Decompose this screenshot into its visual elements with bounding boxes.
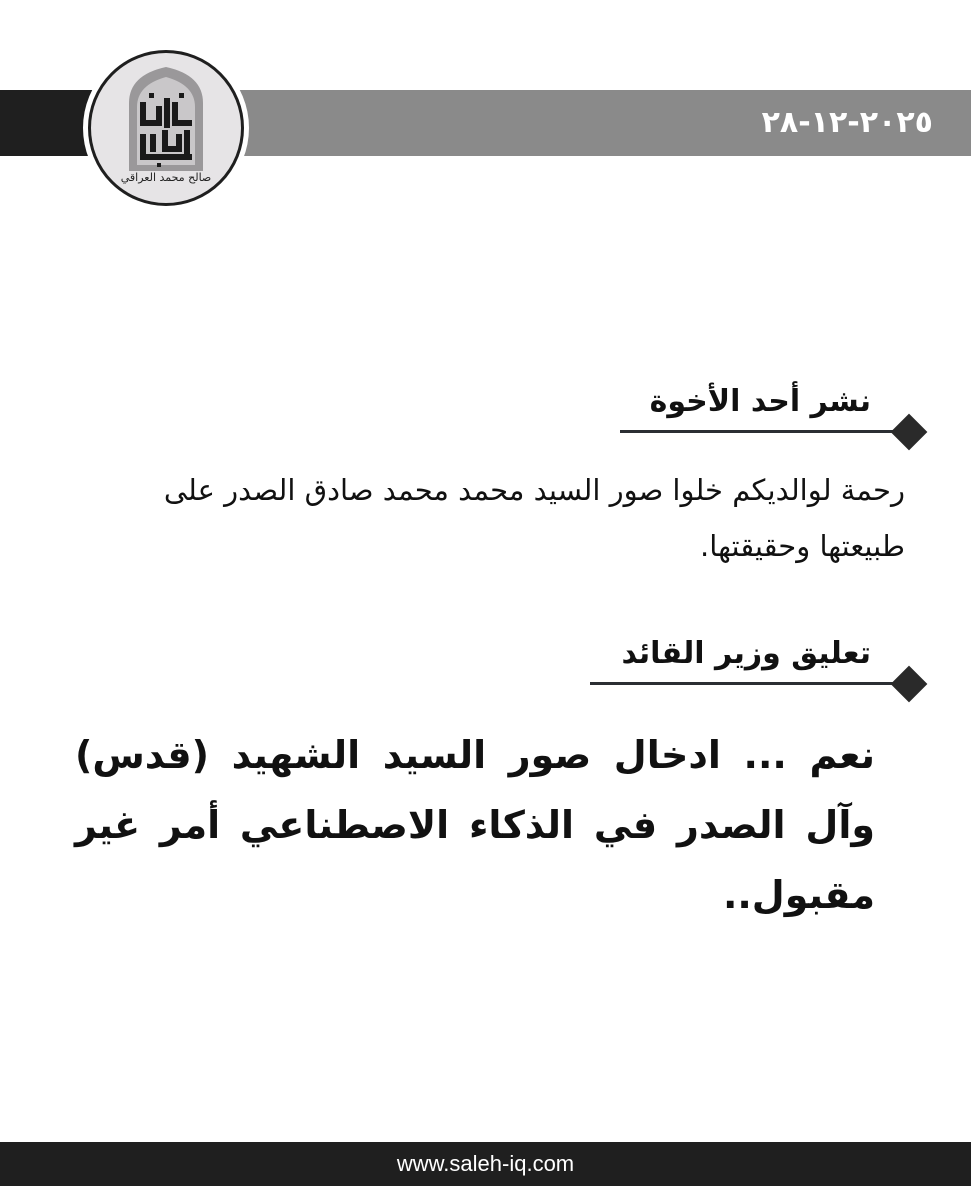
diamond-bullet-icon — [891, 666, 928, 703]
logo-emblem — [88, 50, 244, 206]
footer-bar — [0, 1142, 971, 1186]
section-title-comment: تعليق وزير القائد — [621, 636, 871, 671]
website-url[interactable]: www.saleh-iq.com — [396, 1151, 575, 1176]
section-divider — [620, 430, 908, 433]
logo — [83, 45, 249, 211]
post-date: ٢٠٢٥-١٢-٢٨ — [761, 105, 933, 140]
logo-caption: صالح محمد العراقي — [120, 171, 212, 184]
section-divider — [590, 682, 908, 685]
section-title-post: نشر أحد الأخوة — [649, 384, 871, 419]
comment-text: نعم ... ادخال صور السيد الشهيد (قدس) وآل الصدر في الذكاء الاصطناعي أمر غير مقبول.. — [75, 733, 875, 917]
diamond-bullet-icon — [891, 414, 928, 451]
post-text: رحمة لوالديكم خلوا صور السيد محمد محمد صادق الصدر على طبيعتها وحقيقتها. — [163, 473, 905, 563]
